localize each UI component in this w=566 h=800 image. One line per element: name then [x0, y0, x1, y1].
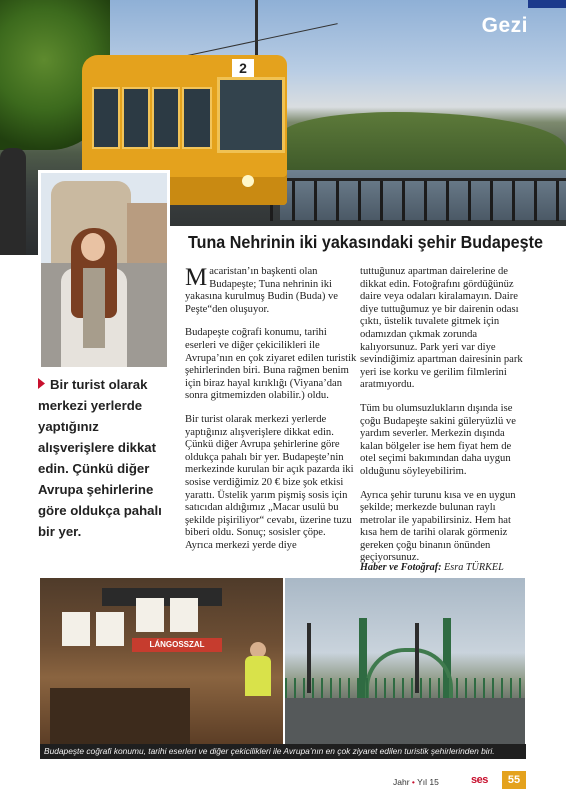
river-railing [270, 178, 566, 221]
scarf [83, 268, 105, 348]
face [81, 233, 105, 261]
section-label: Gezi [481, 14, 528, 37]
byline-name: Esra TÜRKEL [444, 562, 504, 573]
page-number: 55 [502, 771, 526, 789]
tram-window [152, 87, 180, 149]
issue-info [393, 777, 439, 787]
tram-pole [255, 0, 258, 55]
tram-window [182, 87, 212, 149]
bridge-road [285, 698, 525, 744]
issue-right: Yıl 15 [417, 777, 439, 787]
market-stall-photo [40, 578, 283, 744]
bullet-marker-icon [38, 378, 45, 389]
paragraph: Ayrıca merkezi yerde diye [185, 539, 297, 551]
magazine-logo: ses [471, 774, 488, 786]
drop-cap: M [185, 264, 208, 291]
pull-quote-text: Bir turist olarak merkezi yerlerde yaptığınız alışverişlere dikkat edin. Çünkü diğer Avrupa şehirlerine göre oldukça pahalı bir yer. [38, 377, 162, 539]
paragraph: tuttuğunuz apartman dairelerine de dikkat edin. Fotoğrafını gördüğünüz daire veya odaları kiralamayın. Daire diye tuttuğumuz ye bir dairenin odası çıktı, üstelik tuvalete gitmek için odamızdan çıkmak zorunda kalıyorsunuz. Park yeri var diye sevindiğimiz apartman dairesinin park yeri ise korku ve gerilim filmlerini aratmıyordu. [360, 266, 523, 391]
building [127, 203, 167, 263]
stall-counter [50, 688, 190, 744]
pull-quote [38, 374, 176, 542]
article-title: Tuna Nehrinin iki yakasındaki şehir Budapeşte [188, 232, 543, 252]
tram-front-window [217, 77, 285, 153]
bridge-railing [285, 678, 525, 698]
menu-card [62, 612, 90, 646]
castle-hill [280, 112, 566, 172]
paragraph [185, 266, 357, 316]
corner-tab [528, 0, 566, 8]
menu-card [136, 598, 164, 632]
liberty-bridge-photo [285, 578, 525, 744]
traveler-photo [38, 170, 170, 370]
vendor-vest [245, 656, 271, 696]
tram-headlight [242, 175, 254, 187]
tram-window [122, 87, 150, 149]
tram-number: 2 [232, 59, 254, 77]
photo-caption: Budapeşte coğrafi konumu, tarihi eserleri ve diğer çekicilikleri ile Avrupa’nın en çok ziyaret edilen turistik şehirlerinden biri. [44, 746, 495, 756]
paragraph: Bir turist olarak merkezi yerlerde yaptığınız alışverişlere dikkat edin. Çünkü diğer Avrupa şehirlerine göre oldukça pahalı bir yer. Budapeşte’nin merkezinde kurulan bir açık pazarda iki sosise verdiğimiz 20 € bize şok etkisi yarattı. Üstelik yarım pişmiş sosis için satıcıdan aldığımız „Macar usulü bu şekilde pişiriliyor“ cevabı, üzerine tuzu biberi oldu. Sonuç; sosisler çöpe. [185, 413, 354, 539]
menu-card [96, 612, 124, 646]
paragraph-text: acaristan’ın başkenti olan Budapeşte; Tuna nehrinin iki yakasına kurulmuş Budin (Buda) ve Peşte“den oluşuyor. [185, 266, 338, 315]
paragraph: Budapeşte coğrafi konumu, tarihi eserleri ve diğer çekicilikleri ile Avrupa’nın en çok ziyaret edilen turistik şehirlerinden biri. Buna rağmen benim için biraz hayal kırıklığı (Viyana’dan sonra gitmemizden olabilir.) oldu. [185, 327, 357, 402]
pedestrian [0, 148, 26, 255]
article-column-2 [360, 266, 526, 576]
issue-separator: • [411, 777, 415, 787]
paragraph: Tüm bu olumsuzlukların dışında ise çoğu Budapeşte sakini güleryüzlü ve yardım severler. Merkezin dışında kalan bölgeler ise hem fiyat hem de otel seçimi bakımından daha uygun olduğunu söyleyebilirim. [360, 402, 516, 477]
article-column-1 [185, 266, 357, 563]
issue-left: Jahr [393, 777, 410, 787]
menu-card [170, 598, 198, 632]
paragraph: Ayrıca şehir turunu kısa ve en uygun şekilde; merkezde bulunan raylı metrolar ile yapabilirsiniz. Hem hat kısa hem de tarihi olarak görmeniz gereken çoğu binanın önünden geçiyorsunuz. [360, 489, 516, 564]
byline-label: Haber ve Fotoğraf: [360, 562, 442, 573]
tram-window [92, 87, 120, 149]
byline [360, 562, 530, 573]
stall-banner: LÁNGOSSZAL [132, 638, 222, 652]
